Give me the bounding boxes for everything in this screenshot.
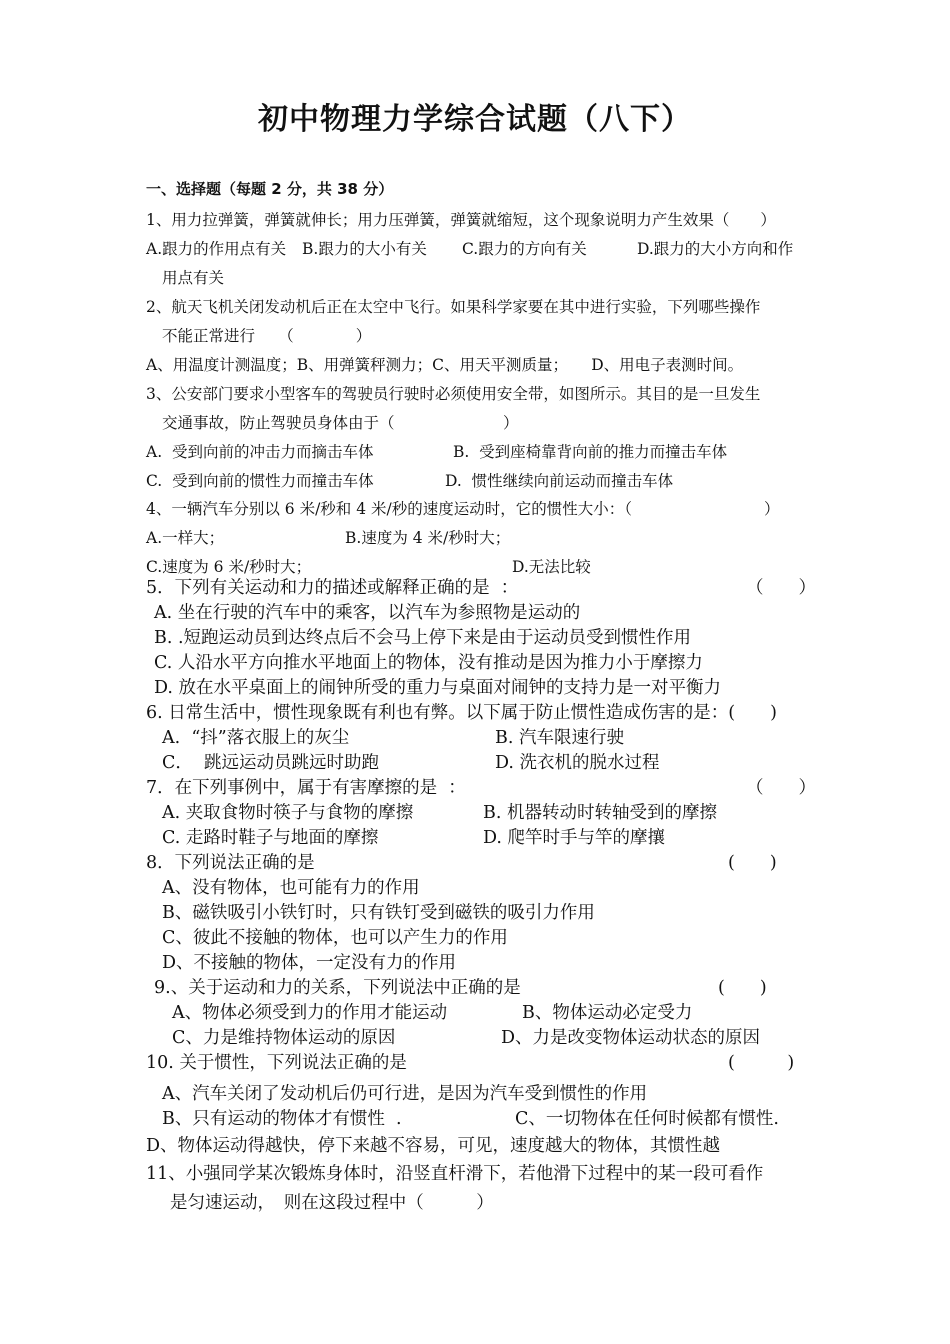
- question-8-option-d: D、不接触的物体，一定没有力的作用: [162, 953, 457, 973]
- question-4-stem: 4、一辆汽车分别以 6 米/秒和 4 米/秒的速度运动时，它的惯性大小：（: [146, 500, 632, 518]
- question-4-option-d: D.无法比较: [512, 558, 591, 576]
- question-7-option-b: B. 机器转动时转轴受到的摩擦: [483, 803, 717, 823]
- question-9-stem: 9.、关于运动和力的关系，下列说法中正确的是: [154, 978, 521, 998]
- question-8-option-a: A、没有物体，也可能有力的作用: [162, 878, 420, 898]
- question-2-options: A、用温度计测温度；B、用弹簧秤测力；C、用天平测质量； D、用电子表测时间。: [146, 356, 744, 374]
- question-9-option-c: C、力是维持物体运动的原因: [172, 1028, 396, 1048]
- question-4-option-c: C.速度为 6 米/秒时大；: [146, 558, 312, 576]
- question-3-option-c: C. 受到向前的惯性力而撞击车体: [146, 472, 374, 490]
- question-3-option-a: A. 受到向前的冲击力而摘击车体: [146, 443, 374, 461]
- question-9-answer-paren: ( ): [718, 978, 767, 998]
- question-5-option-b: B. .短跑运动员到达终点后不会马上停下来是由于运动员受到惯性作用: [154, 628, 692, 648]
- question-4-option-a: A.一样大；: [146, 529, 225, 547]
- question-8-option-b: B、磁铁吸引小铁钉时，只有铁钉受到磁铁的吸引力作用: [162, 903, 595, 923]
- question-5-option-d: D. 放在水平桌面上的闹钟所受的重力与桌面对闹钟的支持力是一对平衡力: [154, 678, 722, 698]
- question-10-answer-paren: ( ): [728, 1053, 795, 1073]
- question-3-option-b: B. 受到座椅靠背向前的推力而撞击车体: [453, 443, 728, 461]
- question-9-option-b: B、物体运动必定受力: [522, 1003, 693, 1023]
- question-1-option-d: D.跟力的大小方向和作: [637, 240, 794, 258]
- question-3-stem: 3、公安部门要求小型客车的驾驶员行驶时必须使用安全带，如图所示。其目的是一旦发生: [146, 385, 761, 403]
- question-10-option-d: D、物体运动得越快，停下来越不容易，可见，速度越大的物体，其惯性越: [146, 1136, 721, 1156]
- question-1-option-c: C.跟力的方向有关: [462, 240, 587, 258]
- question-5-stem: 5．下列有关运动和力的描述或解释正确的是 ：: [146, 578, 519, 598]
- question-1-option-a: A.跟力的作用点有关: [146, 240, 287, 258]
- question-8-answer-paren: ( ): [728, 853, 777, 873]
- question-6-option-b: B. 汽车限速行驶: [495, 728, 624, 748]
- question-1-option-d-cont: 用点有关: [162, 269, 225, 287]
- question-3-stem-cont: 交通事故，防止驾驶员身体由于（ ）: [162, 414, 519, 432]
- question-4-answer-paren: ）: [764, 500, 780, 518]
- question-10-option-a: A、汽车关闭了发动机后仍可行进，是因为汽车受到惯性的作用: [162, 1084, 648, 1104]
- question-5-answer-paren: （ ）: [746, 578, 816, 598]
- question-7-answer-paren: （ ）: [746, 778, 816, 798]
- question-3-option-d: D. 惯性继续向前运动而撞击车体: [445, 472, 674, 490]
- question-6-option-a: A. “抖”落衣服上的灰尘: [162, 728, 350, 748]
- page-title: 初中物理力学综合试题（八下）: [258, 102, 692, 137]
- question-2-stem-cont: 不能正常进行 （ ）: [162, 327, 372, 345]
- question-7-option-d: D. 爬竿时手与竿的摩攘: [483, 828, 666, 848]
- question-5-option-c: C. 人沿水平方向推水平地面上的物体，没有推动是因为推力小于摩擦力: [154, 653, 703, 673]
- question-11-stem: 11、小强同学某次锻炼身体时，沿竖直杆滑下，若他滑下过程中的某一段可看作: [146, 1164, 764, 1184]
- question-10-option-c: C、一切物体在任何时候都有惯性.: [515, 1109, 779, 1129]
- question-11-stem-cont: 是匀速运动， 则在这段过程中（ ）: [170, 1193, 494, 1213]
- question-9-option-d: D、力是改变物体运动状态的原因: [501, 1028, 761, 1048]
- question-4-option-b: B.速度为 4 米/秒时大；: [345, 529, 511, 547]
- question-1-option-b: B.跟力的大小有关: [302, 240, 427, 258]
- question-6-stem: 6. 日常生活中，惯性现象既有利也有弊。以下属于防止惯性造成伤害的是：( ): [146, 703, 777, 723]
- question-7-stem: 7．在下列事例中，属于有害摩擦的是 ：: [146, 778, 466, 798]
- question-1-stem: 1、用力拉弹簧，弹簧就伸长；用力压弹簧，弹簧就缩短，这个现象说明力产生效果（ ）: [146, 211, 776, 229]
- question-6-option-c: C． 跳远运动员跳远时助跑: [162, 753, 380, 773]
- section-heading: 一、选择题（每题 2 分，共 38 分）: [146, 180, 394, 198]
- question-10-stem: 10. 关于惯性，下列说法正确的是: [146, 1053, 407, 1073]
- question-8-stem: 8．下列说法正确的是: [146, 853, 315, 873]
- question-7-option-a: A. 夹取食物时筷子与食物的摩擦: [162, 803, 414, 823]
- question-5-option-a: A. 坐在行驶的汽车中的乘客，以汽车为参照物是运动的: [154, 603, 581, 623]
- question-7-option-c: C. 走路时鞋子与地面的摩擦: [162, 828, 379, 848]
- question-6-option-d: D. 洗衣机的脱水过程: [495, 753, 660, 773]
- question-10-option-b: B、只有运动的物体才有惯性 .: [162, 1109, 402, 1129]
- question-9-option-a: A、物体必须受到力的作用才能运动: [172, 1003, 448, 1023]
- question-2-stem: 2、航天飞机关闭发动机后正在太空中飞行。如果科学家要在其中进行实验，下列哪些操作: [146, 298, 761, 316]
- question-8-option-c: C、彼此不接触的物体，也可以产生力的作用: [162, 928, 508, 948]
